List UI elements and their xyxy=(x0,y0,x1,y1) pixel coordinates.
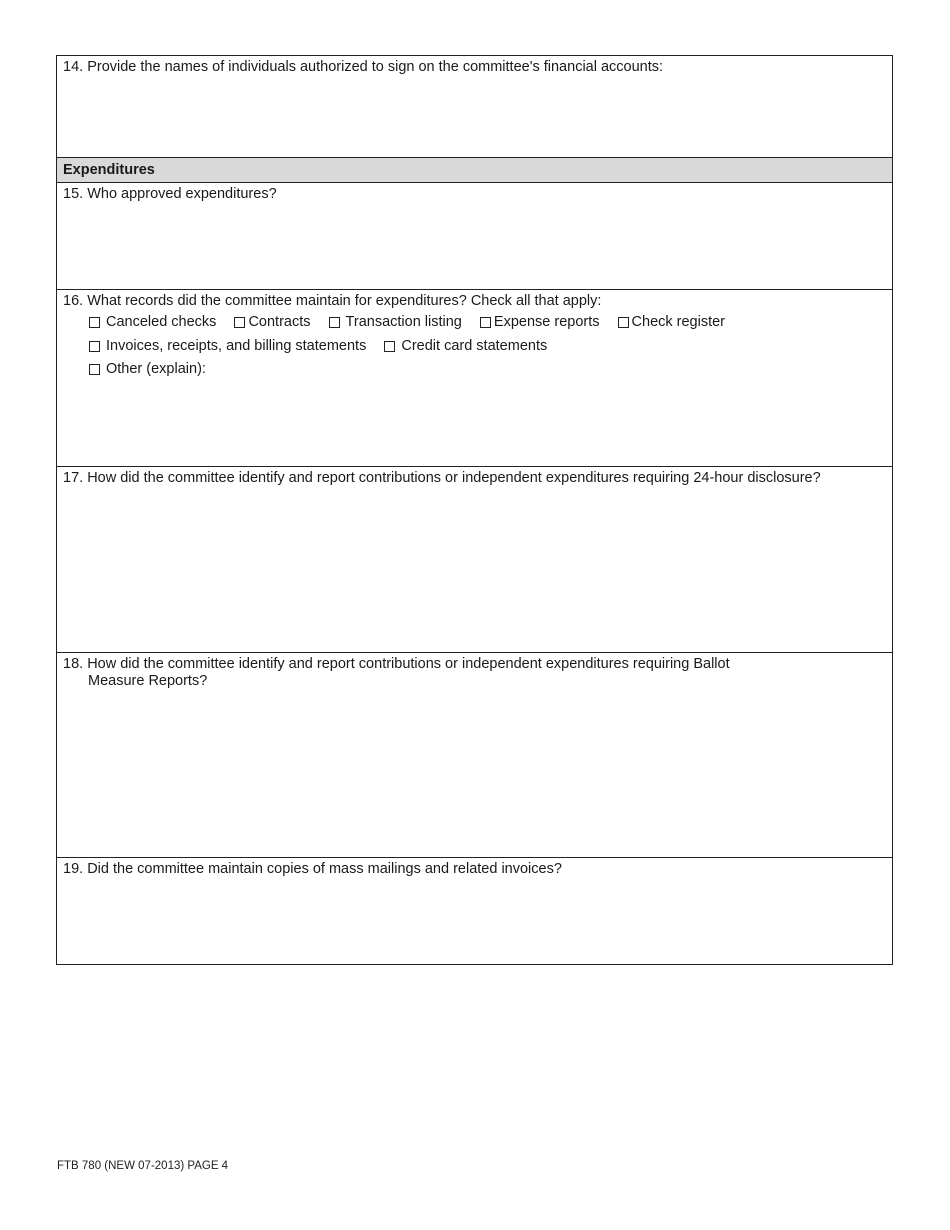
checkbox-line-2 xyxy=(89,338,561,357)
checkbox-label: Expense reports xyxy=(493,314,600,330)
question-17 xyxy=(63,470,882,487)
question-14-text: Provide the names of individuals authorized to sign on the committee's financial accounts: xyxy=(87,59,664,75)
question-16-number: 16. xyxy=(63,293,84,309)
checkbox-box[interactable] xyxy=(384,341,395,352)
checkbox-box[interactable] xyxy=(618,317,629,328)
checkbox-label: Contracts xyxy=(248,314,311,330)
checkbox-label: Check register xyxy=(631,314,726,330)
form-footer: FTB 780 (NEW 07-2013) PAGE 4 xyxy=(57,1160,229,1172)
checkbox-label: Credit card statements xyxy=(401,338,548,354)
form-table xyxy=(56,55,893,965)
question-16-text: What records did the committee maintain for expenditures? Check all that apply: xyxy=(87,293,602,309)
checkbox-box[interactable] xyxy=(234,317,245,328)
checkbox-other[interactable] xyxy=(89,361,206,378)
checkbox-check-register[interactable] xyxy=(618,314,725,331)
question-16-row xyxy=(57,290,892,467)
question-18-text-line2: Measure Reports? xyxy=(88,673,208,689)
checkbox-box[interactable] xyxy=(480,317,491,328)
section-header-expenditures: Expenditures xyxy=(57,158,892,183)
checkbox-invoices[interactable] xyxy=(89,338,366,355)
checkbox-box[interactable] xyxy=(89,341,100,352)
question-18-number: 18. xyxy=(63,656,84,672)
question-17-text: How did the committee identify and report contributions or independent expenditures requiring 24-hour disclosure? xyxy=(87,470,821,486)
question-14 xyxy=(63,59,882,76)
checkbox-label: Invoices, receipts, and billing statements xyxy=(106,338,367,354)
question-14-number: 14. xyxy=(63,59,84,75)
question-15-number: 15. xyxy=(63,186,84,202)
checkbox-label: Canceled checks xyxy=(106,314,217,330)
checkbox-box[interactable] xyxy=(89,317,100,328)
checkbox-label: Other (explain): xyxy=(106,361,206,377)
question-14-row[interactable] xyxy=(57,56,892,158)
checkbox-label: Transaction listing xyxy=(345,314,462,330)
checkbox-credit-card-statements[interactable] xyxy=(384,338,547,355)
question-18 xyxy=(63,656,882,690)
checkbox-transaction-listing[interactable] xyxy=(329,314,462,331)
question-19 xyxy=(63,861,882,878)
question-15-text: Who approved expenditures? xyxy=(87,186,277,202)
checkbox-line-1 xyxy=(89,314,739,333)
question-18-text-line1: How did the committee identify and report contributions or independent expenditures requiring Ballot xyxy=(87,656,730,672)
question-16 xyxy=(63,293,882,310)
question-18-row[interactable] xyxy=(57,653,892,858)
checkbox-contracts[interactable] xyxy=(234,314,310,331)
question-19-row[interactable] xyxy=(57,858,892,964)
checkbox-canceled-checks[interactable] xyxy=(89,314,216,331)
question-17-number: 17. xyxy=(63,470,84,486)
checkbox-expense-reports[interactable] xyxy=(480,314,600,331)
checkbox-box[interactable] xyxy=(89,364,100,375)
question-19-text: Did the committee maintain copies of mass mailings and related invoices? xyxy=(87,861,562,877)
question-19-number: 19. xyxy=(63,861,84,877)
question-15 xyxy=(63,186,882,203)
question-15-row[interactable] xyxy=(57,183,892,290)
checkbox-line-3 xyxy=(89,361,220,380)
question-17-row[interactable] xyxy=(57,467,892,653)
checkbox-box[interactable] xyxy=(329,317,340,328)
